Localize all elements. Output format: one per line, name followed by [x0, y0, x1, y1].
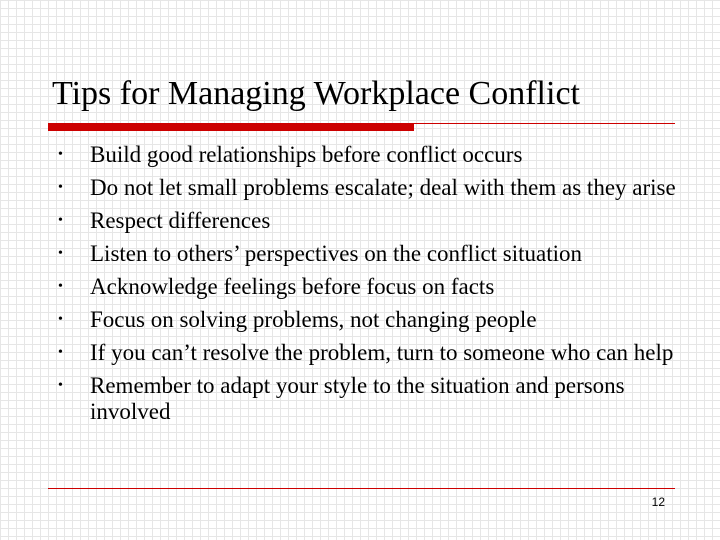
slide-number: 12	[651, 495, 665, 509]
bullet-icon: •	[58, 279, 63, 294]
bullet-icon: •	[58, 246, 63, 261]
bullet-item	[52, 241, 702, 267]
bullet-item	[52, 373, 702, 425]
bullet-text: If you can’t resolve the problem, turn to someone who can help	[90, 340, 674, 365]
title-underline-accent-bar	[48, 123, 414, 131]
bullet-item	[52, 340, 702, 366]
bullet-item	[52, 307, 702, 333]
bullet-icon: •	[58, 378, 63, 393]
bullet-item	[52, 208, 702, 234]
bullet-text: Build good relationships before conflict occurs	[90, 142, 523, 167]
bullet-text: Acknowledge feelings before focus on facts	[90, 274, 495, 299]
slide-title: Tips for Managing Workplace Conflict	[52, 75, 580, 112]
bullet-icon: •	[58, 312, 63, 327]
bullet-icon: •	[58, 180, 63, 195]
bullet-icon: •	[58, 147, 63, 162]
bullet-icon: •	[58, 213, 63, 228]
bullet-text: Respect differences	[90, 208, 271, 233]
bullet-text: Focus on solving problems, not changing people	[90, 307, 537, 332]
bullet-text: Do not let small problems escalate; deal with them as they arise	[90, 175, 676, 200]
bullet-item	[52, 274, 702, 300]
bullet-item	[52, 175, 702, 201]
footer-rule	[48, 488, 675, 489]
bullet-text: Remember to adapt your style to the situation and persons involved	[90, 373, 625, 424]
bullet-text: Listen to others’ perspectives on the conflict situation	[90, 241, 583, 266]
bullet-icon: •	[58, 345, 63, 360]
bullet-item	[52, 142, 702, 168]
bullet-list	[52, 142, 702, 432]
